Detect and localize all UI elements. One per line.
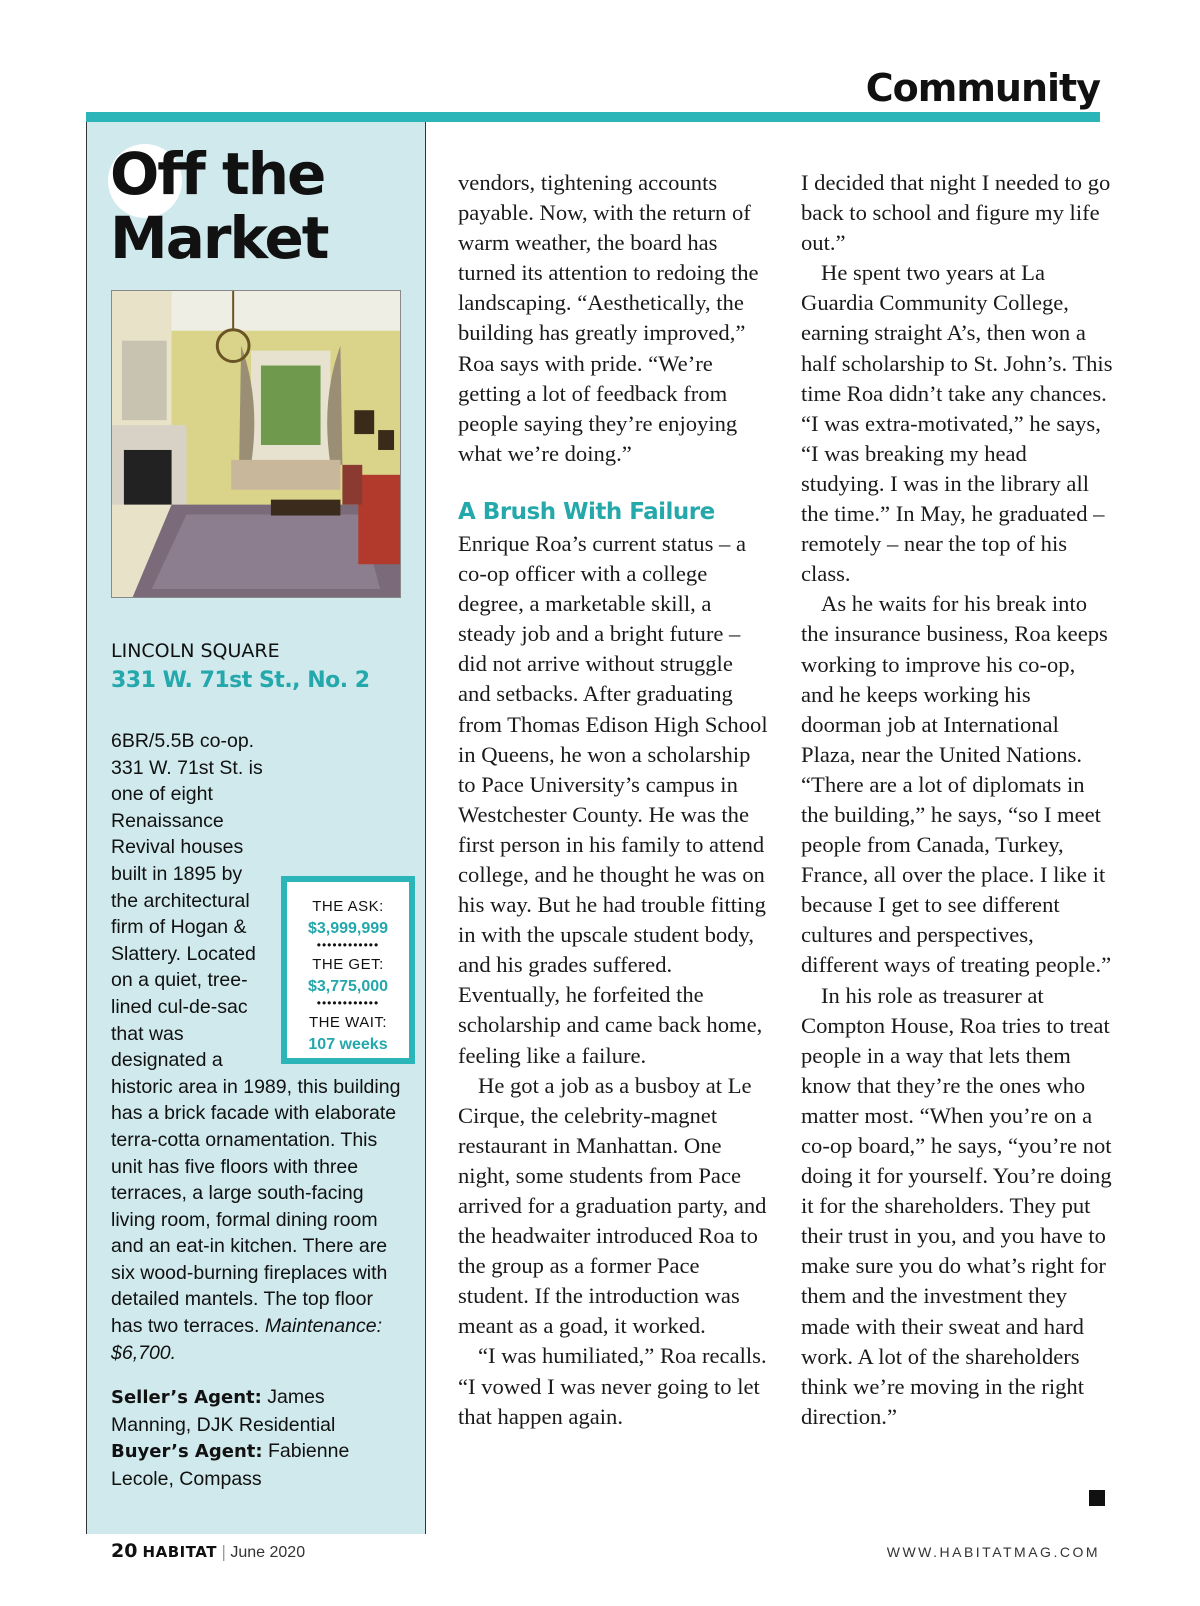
wait-label: THE WAIT: [308,1014,388,1031]
article-column-2 [801,168,1113,1432]
article-paragraph: vendors, tightening accounts payable. Now, with the return of warm weather, the board has turned its attention to redoing the landscaping. “Aesthetically, the building has greatly improved,” Roa says with pride. “We’re getting a lot of feedback from people saying they’re enjoying what we’re doing.” [458,170,759,466]
seller-agent-name: James Manning, DJK Residential [111,1386,336,1436]
sidebar-title-line-2: Market [110,204,328,272]
article-paragraph: I decided that night I needed to go back to school and figure my life out.” [801,170,1111,256]
article-paragraph: He spent two years at La Guardia Community College, earning straight A’s, then won a half scholarship to St. John’s. This time Roa didn’t take any chances. “I was extra-motivated,” he says, “I was breaking my head studying. I was in the library all the time.” In May, he graduated – remotely – near the top of his class. [801,260,1113,587]
sidebar-title-line-1: Off the [110,140,325,208]
seller-agent-label: Seller’s Agent: [111,1387,262,1408]
ask-label: THE ASK: [312,898,384,915]
website-url: WWW.HABITATMAG.COM [886,1544,1100,1560]
top-rule [86,112,1100,122]
maintenance-fee: Maintenance: $6,700. [111,1315,382,1364]
section-label: Community [865,66,1100,110]
article-paragraph: As he waits for his break into the insurance business, Roa keeps working to improve his co-op, and he keeps working his doorman job at International Plaza, near the United Nations. “There are a lot of diplomats in the building,” he says, “so I meet people from Canada, Turkey, France, all over the place. I like it because I get to see different cultures and perspectives, different ways of treating people.” [801,591,1112,978]
footer-separator: | [220,1542,227,1561]
article-paragraph: Enrique Roa’s current status – a co-op officer with a college degree, a marketable skill, a steady job and a bright future – did not arrive without struggle and setbacks. After graduating from Thomas Edison High School in Queens, he won a scholarship to Pace University’s campus in Westchester County. He was the first person in his family to attend college, and he thought he was on his way. But he had trouble fitting in with the upscale student body, and his grades suffered. Eventually, he forfeited the scholarship and came back home, feeling like a failure. [458,530,768,1068]
wait-value: 107 weeks [308,1036,388,1053]
stats-divider: •••••••••••• [316,938,380,952]
article-paragraph: In his role as treasurer at Compton House, Roa tries to treat people in a way that lets them know that they’re the ones who matter most. “When you’re on a co-op board,” he says, “you’re not doing it for yourself. You’re doing it for the shareholders. They put their trust in you, and you have to make sure you do what’s right for them and the investment they made with their sweat and hard work. A lot of the shareholders think we’re moving in the right direction.” [801,982,1112,1429]
footer-folio [111,1540,305,1562]
get-label: THE GET: [312,956,384,973]
issue-date: June 2020 [230,1544,306,1561]
article-paragraph: He got a job as a busboy at Le Cirque, the celebrity-magnet restaurant in Manhattan. One night, some students from Pace arrived for a graduation party, and the headwaiter introduced Roa to the group as a former Pace student. If the introduction was meant as a goad, it worked. [458,1072,767,1339]
buyer-agent-label: Buyer’s Agent: [111,1441,263,1463]
living-room-photo-image [112,291,400,597]
listing-address: 331 W. 71st St., No. 2 [111,668,370,693]
article-subheading: A Brush With Failure [458,498,715,525]
end-of-article-mark [1089,1490,1105,1506]
listing-description [111,728,409,1366]
agents-info [111,1384,409,1492]
neighborhood-label: LINCOLN SQUARE [111,640,280,662]
stats-divider: •••••••••••• [316,996,380,1010]
article-column-1 [458,168,770,1432]
listing-photo [111,290,401,598]
price-stats-box [281,876,415,1064]
ask-value: $3,999,999 [307,920,389,937]
magazine-name: HABITAT [142,1543,217,1561]
sidebar-title [110,142,328,270]
article-paragraph: “I was humiliated,” Roa recalls. “I vowed I was never going to let that happen again. [458,1343,767,1429]
buyer-agent-name: Fabienne Lecole, Compass [111,1440,350,1490]
listing-description-text: 6BR/5.5B co-op. 331 W. 71st St. is one of eight Renaissance Revival houses built in 1895 by the architectural firm of Hogan & Slattery. Located on a quiet, tree-lined cul-de-sac that was designated a historic area in 1989, this building has a brick facade with elaborate terra-cotta ornamentation. This unit has five floors with three terraces, a large south-facing living room, formal dining room and an eat-in kitchen. There are six wood-burning fireplaces with detailed mantels. The top floor has two terraces. [111,730,401,1338]
get-value: $3,775,000 [307,978,389,995]
page-number: 20 [111,1540,138,1562]
